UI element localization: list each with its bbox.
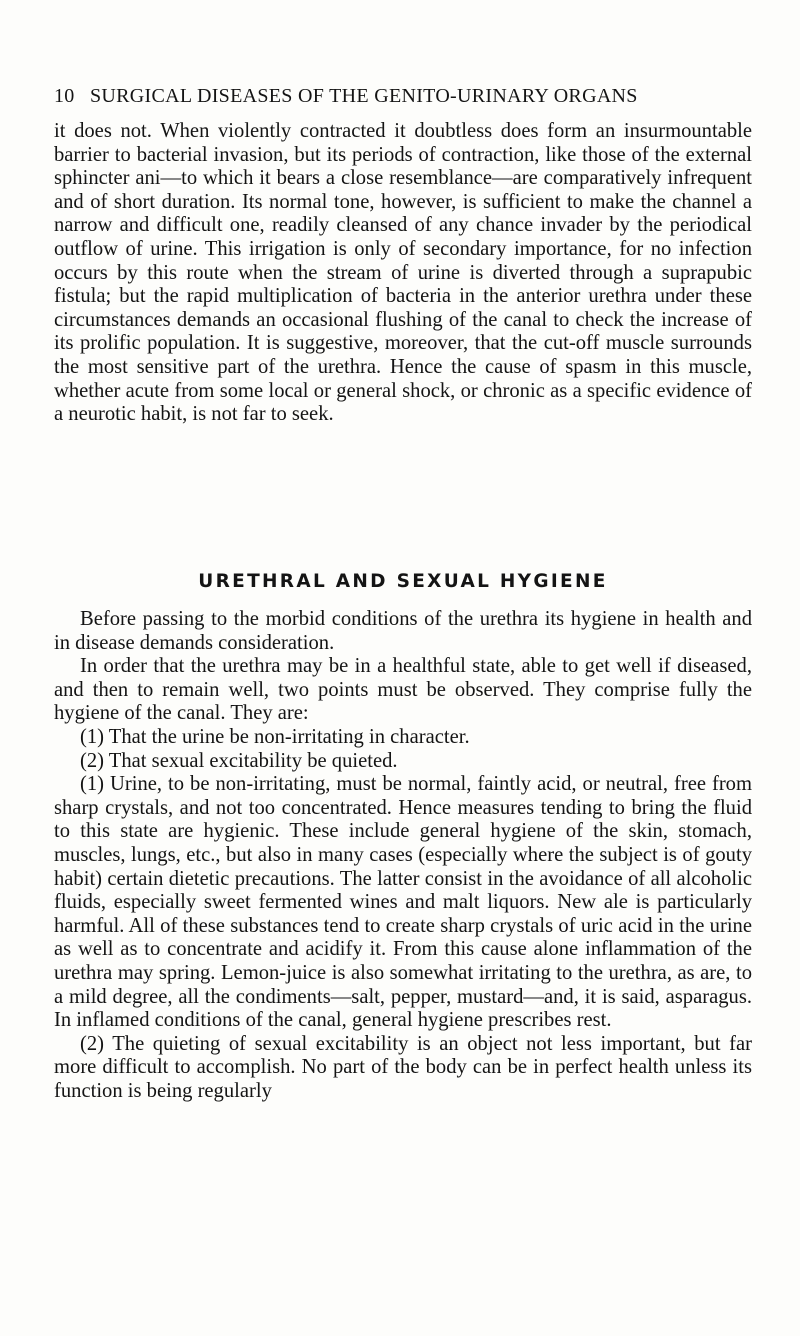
body-paragraph: it does not. When violently contracted it doubtless does form an insurmountable barrier to bacterial invasion, but its periods of contraction, like those of the external sphincter ani—to which it bears a close resemblance—are comparatively infrequent and of short duration. Its normal tone, however, is sufficient to make the channel a narrow and difficult one, readily cleansed of any chance invader by the periodical outflow of urine. This irrigation is only of secondary importance, for no infection occurs by this route when the stream of urine is diverted through a suprapubic fistula; but the rapid multiplication of bacteria in the anterior urethra under these circumstances demands an occasional flushing of the canal to check the increase of its prolific population. It is suggestive, moreover, that the cut-off muscle surrounds the most sensitive part of the urethra. Hence the cause of spasm in this muscle, whether acute from some local or general shock, or chronic as a specific evidence of a neurotic habit, is not far to seek. (54, 120, 752, 426)
numbered-point: (2) That sexual excitability be quieted. (80, 749, 398, 772)
section-heading: URETHRAL AND SEXUAL HYGIENE (198, 571, 608, 592)
running-title: SURGICAL DISEASES OF THE GENITO-URINARY ORGANS (90, 85, 638, 107)
running-header (54, 85, 754, 111)
body-paragraph: (1) Urine, to be non-irritating, must be normal, faintly acid, or neutral, free from sharp crystals, and not too concentrated. Hence measures tending to bring the fluid to this state are hygienic. These include general hygiene of the skin, stomach, muscles, lungs, etc., but also in many cases (especially where the subject is of gouty habit) certain dietetic precautions. The latter consist in the avoidance of all alcoholic fluids, especially sweet fermented wines and malt liquors. New ale is particularly harmful. All of these substances tend to create sharp crystals of uric acid in the urine as well as to concentrate and acidify it. From this cause alone inflammation of the urethra may spring. Lemon-juice is also somewhat irritating to the urethra, as are, to a mild degree, all the condiments—salt, pepper, mustard—and, it is said, asparagus. In inflamed conditions of the canal, general hygiene prescribes rest. (54, 773, 752, 1032)
page-number: 10 (54, 85, 75, 107)
opening-text-block (54, 120, 752, 427)
body-paragraph: (2) The quieting of sexual excitability is an object not less important, but far more difficult to accomplish. No part of the body can be in perfect health unless its function is being regularly (54, 1032, 752, 1102)
section-text-block (54, 608, 752, 1103)
body-paragraph: In order that the urethra may be in a healthful state, able to get well if diseased, and then to remain well, two points must be observed. They comprise fully the hygiene of the canal. They are: (54, 655, 752, 725)
numbered-point: (1) That the urine be non-irritating in character. (80, 725, 470, 748)
body-paragraph: Before passing to the morbid conditions of the urethra its hygiene in health and in disease demands consideration. (54, 608, 752, 654)
